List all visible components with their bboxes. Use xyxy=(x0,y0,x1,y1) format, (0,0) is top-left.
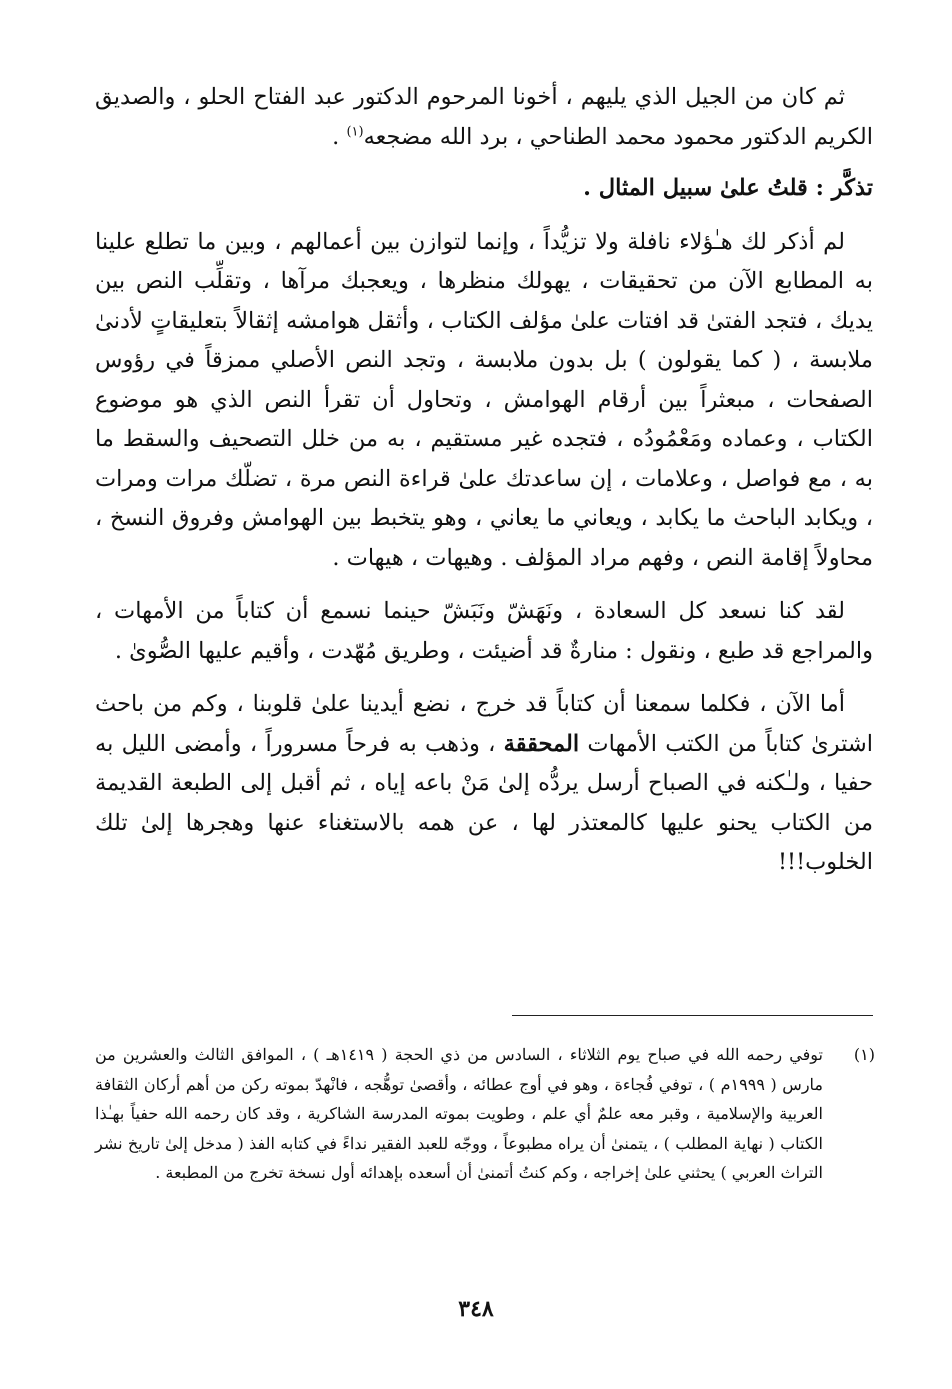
paragraph-4-text: لقد كنا نسعد كل السعادة ، ونَهَشّ ونَبَشّ حينما نسمع أن كتاباً من الأمهات ، والمراجع قد طبع ، ونقول : منارةٌ قد أضيئت ، وطريق مُهّدت ، وأقيم عليها الصُّوىٰ . xyxy=(95,598,873,664)
paragraph-4 xyxy=(95,592,873,671)
paragraph-1-tail: . xyxy=(332,123,347,150)
reminder-label: تذكَّر : xyxy=(815,175,873,201)
paragraph-5 xyxy=(95,685,873,883)
main-text xyxy=(95,78,873,883)
paragraph-3 xyxy=(95,223,873,579)
footnote xyxy=(95,1040,875,1188)
footnote-divider xyxy=(512,1015,873,1016)
paragraph-3-text: لم أذكر لك هـٰؤلاء نافلة ولا تزيُّداً ، وإنما لتوازن بين أعمالهم ، وبين ما تطلع علينا به المطابع الآن من تحقيقات ، يهولك منظرها ، ويعجبك مرآها ، وتقلِّب النص بين يديك ، فتجد الفتىٰ قد افتات علىٰ مؤلف الكتاب ، وأثقل هوامشه إثقالاً بتعليقاتٍ لأدنىٰ ملابسة ، ( كما يقولون ) بل بدون ملابسة ، وتجد النص الأصلي ممزقاً في رؤوس الصفحات ، مبعثراً بين أرقام الهوامش ، وتحاول أن تقرأ النص الذي هو موضوع الكتاب ، وعماده ومَعْمُودُه ، فتجده غير مستقيم ، به من خلل التصحيف والسقط ما به ، مع فواصل ، وعلامات ، إن ساعدتك علىٰ قراءة النص مرة ، تضلّك مرات ومرات ، ويكابد الباحث ما يكابد ، ويعاني ما يعاني ، وهو يتخبط بين الهوامش وفروق النسخ ، محاولاً إقامة النص ، وفهم مراد المؤلف . وهيهات ، هيهات . xyxy=(95,228,873,571)
paragraph-1 xyxy=(95,78,873,157)
page-number: ٣٤٨ xyxy=(458,1296,494,1322)
footnote-marker: (١) xyxy=(853,1045,875,1064)
footnote-reference: (١) xyxy=(346,124,364,139)
footnote-text: توفي رحمه الله في صباح يوم الثلاثاء ، السادس من ذي الحجة ( ١٤١٩هـ ) ، الموافق الثالث والعشرين من مارس ( ١٩٩٩م ) ، توفي فُجاءة ، وهو في أوج عطائه ، وأقصىٰ توهُّجه ، فانْهدّ بموته ركن من أهم أركان الثقافة العربية والإسلامية ، وقبر معه علمٌ أي علم ، وطويت بموته المدرسة الشاكرية ، وقد كان رحمه الله حفياً بهـٰذا الكتاب ( نهاية المطلب ) ، يتمنىٰ أن يراه مطبوعاً ، ووجّه للعبد الفقير نداءً في كتابه الفذ ( مدخل إلىٰ تاريخ نشر التراث العربي ) يحثني علىٰ إخراجه ، وكم كنتُ أتمنىٰ أن أسعده بإهدائه أول نسخة تخرج من المطبعة . xyxy=(95,1045,824,1182)
reminder-text: قلتُ علىٰ سبيل المثال . xyxy=(583,175,816,201)
reminder-note xyxy=(95,169,873,209)
paragraph-5-text-after: ، وذهب به فرحاً مسروراً ، وأمضى الليل به حفيا ، ولـٰكنه في الصباح أرسل يردُّه إلىٰ مَنْ باعه إياه ، ثم أقبل إلى الطبعة القديمة من الكتاب يحنو عليها كالمعتذر لها ، عن همه بالاستغناء عنها وهجرها إلىٰ تلك الخلوب!!! xyxy=(95,730,873,875)
paragraph-5-bold-word: المحققة xyxy=(503,730,580,757)
paragraph-5-text-before: أما الآن ، فكلما سمعنا أن كتاباً قد خرج ، نضع أيدينا علىٰ قلوبنا ، وكم من باحث اشترىٰ كتاباً من الكتب الأمهات xyxy=(95,691,873,757)
paragraph-1-text: ثم كان من الجيل الذي يليهم ، أخونا المرحوم الدكتور عبد الفتاح الحلو ، والصديق الكريم الدكتور محمود محمد الطناحي ، برد الله مضجعه xyxy=(95,84,873,150)
